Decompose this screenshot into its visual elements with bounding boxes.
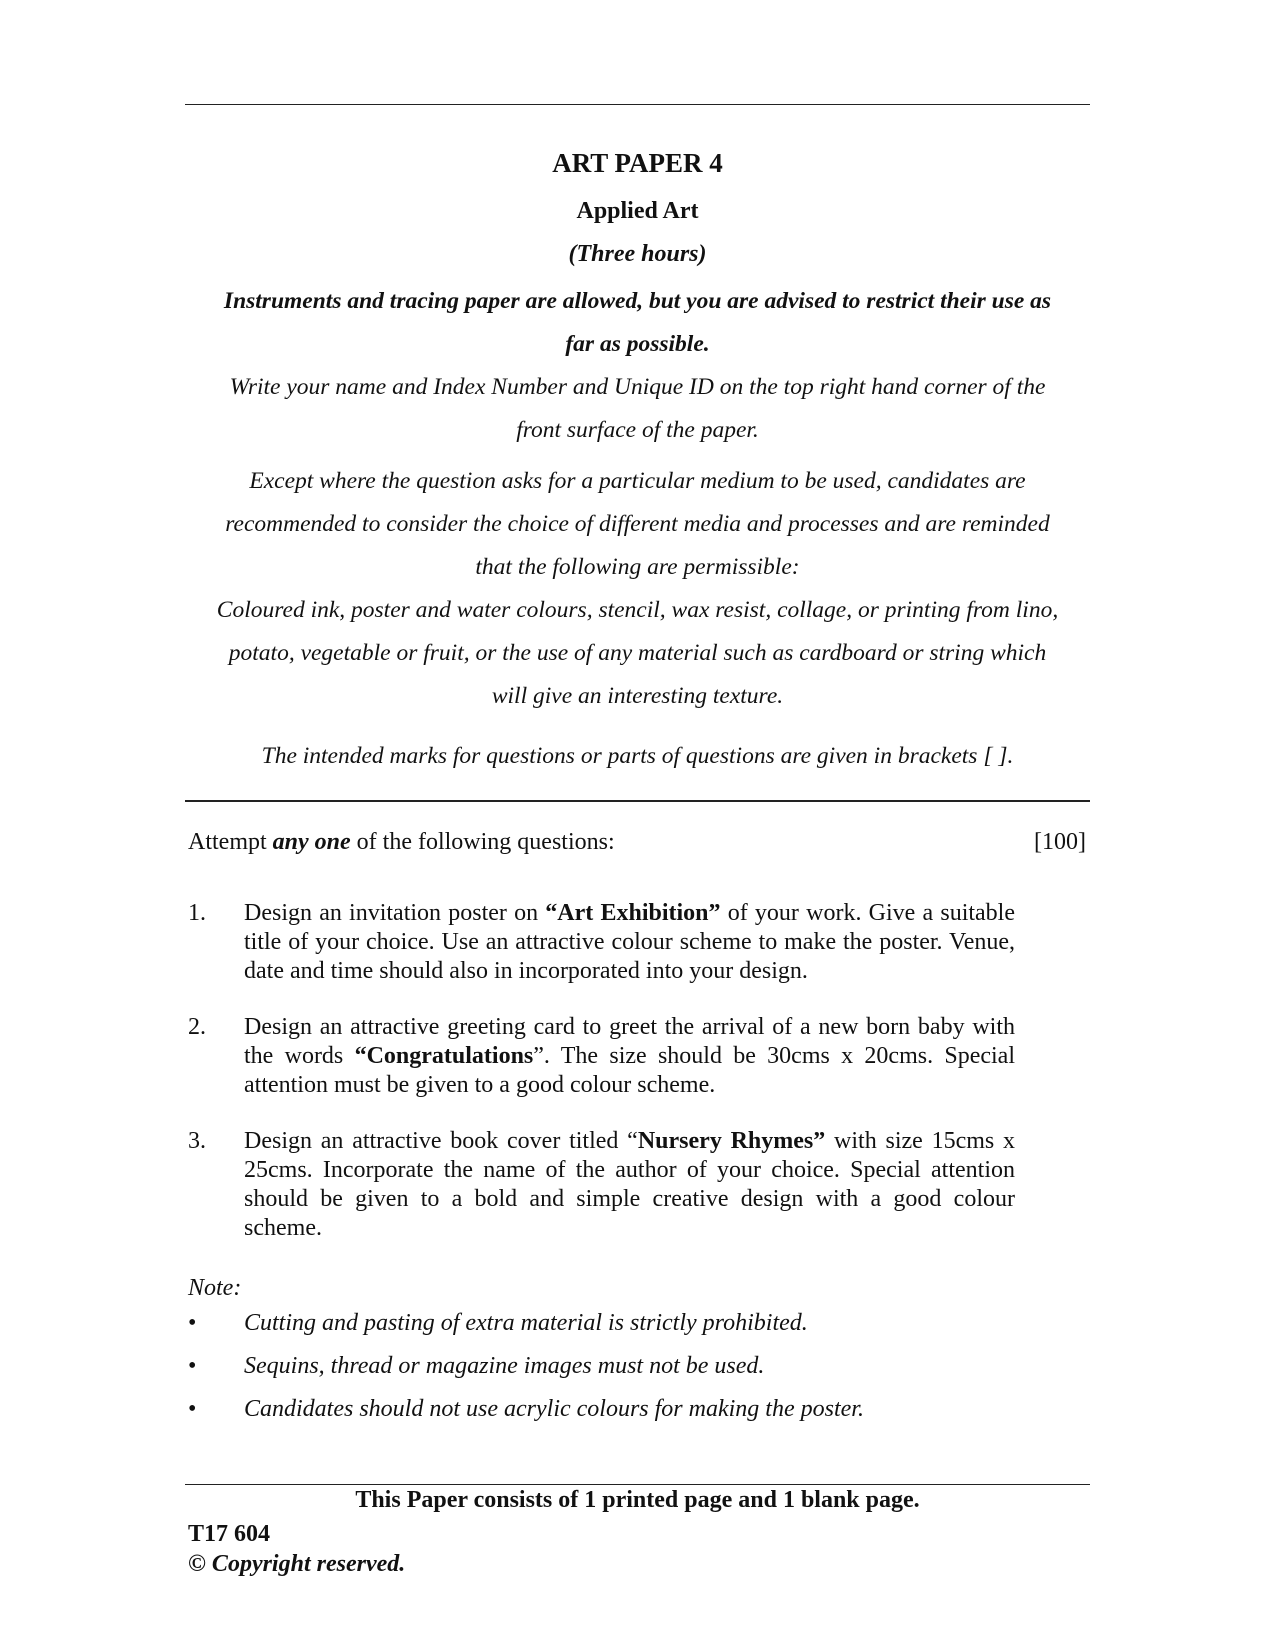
paper-duration: (Three hours) — [568, 241, 707, 267]
question-number: 1. — [188, 900, 206, 926]
instructions-rule — [185, 800, 1090, 802]
question-text-part: of your work. Give a suitable title of your choice. Use an attractive colour scheme to make the poster. Venue, date and time should also in incorporated into your design. — [244, 900, 1015, 984]
instruction-line: Write your name and Index Number and Unique ID on the top right hand corner of the — [229, 374, 1046, 400]
question-text-part: Design an invitation poster on — [244, 900, 546, 926]
note-text: Candidates should not use acrylic colours for making the poster. — [244, 1396, 864, 1422]
paper-subtitle: Applied Art — [576, 198, 699, 224]
top-rule — [185, 104, 1090, 105]
instruction-line: that the following are permissible: — [475, 554, 800, 580]
note-text: Sequins, thread or magazine images must not be used. — [244, 1353, 765, 1379]
copyright-notice: © Copyright reserved. — [188, 1551, 406, 1577]
instruction-line: potato, vegetable or fruit, or the use of any material such as cardboard or string which — [228, 640, 1047, 666]
bullet-icon: • — [188, 1310, 197, 1336]
instruction-line: Instruments and tracing paper are allowed, but you are advised to restrict their use as — [223, 288, 1052, 314]
instruction-line: Except where the question asks for a particular medium to be used, candidates are — [249, 468, 1026, 494]
footer-rule — [185, 1484, 1090, 1485]
question-text-part: Design an attractive book cover titled “ — [244, 1128, 638, 1154]
instruments-instruction — [185, 280, 1090, 366]
paper-code: T17 604 — [188, 1521, 271, 1547]
attempt-suffix: of the following questions: — [350, 829, 615, 855]
question-text — [244, 899, 1015, 986]
attempt-prefix: Attempt — [188, 829, 273, 855]
note-item — [188, 1310, 1068, 1353]
attempt-line — [188, 829, 1086, 856]
media-instruction — [185, 460, 1090, 718]
name-instruction — [185, 366, 1090, 452]
bullet-icon: • — [188, 1396, 197, 1422]
attempt-emphasis: any one — [272, 829, 351, 855]
question-text-part: ”. The size should be 30cms x 20cms. Special attention must be given to a good colour scheme. — [244, 1043, 1016, 1098]
note-list — [188, 1310, 1068, 1439]
paper-title: ART PAPER 4 — [552, 148, 723, 178]
question-emphasis: Nursery Rhymes” — [637, 1128, 826, 1154]
question-list — [188, 899, 1015, 1270]
marks-instruction: The intended marks for questions or parts of questions are given in brackets [ ]. — [261, 743, 1014, 769]
bullet-icon: • — [188, 1353, 197, 1379]
question-item — [188, 1127, 1015, 1243]
question-text-part: with size 15cms x 25cms. Incorporate the name of the author of your choice. Special attention should be given to a bold and simple creative design with a good colour scheme. — [244, 1128, 1016, 1241]
instruction-line: Coloured ink, poster and water colours, stencil, wax resist, collage, or printing from lino, — [216, 597, 1059, 623]
question-text — [244, 1127, 1015, 1243]
question-item — [188, 1013, 1015, 1100]
question-text — [244, 1013, 1015, 1100]
question-emphasis: “Congratulations — [354, 1043, 534, 1069]
note-text: Cutting and pasting of extra material is strictly prohibited. — [244, 1310, 808, 1336]
instruction-line: far as possible. — [565, 331, 710, 357]
question-item — [188, 899, 1015, 986]
question-text-part: Design an attractive greeting card to greet the arrival of a new born baby with the words — [244, 1014, 1015, 1069]
note-item — [188, 1353, 1068, 1396]
question-number: 3. — [188, 1128, 206, 1154]
instruction-line: front surface of the paper. — [516, 417, 759, 443]
question-number: 2. — [188, 1014, 206, 1040]
instruction-line: will give an interesting texture. — [491, 683, 784, 709]
note-label: Note: — [188, 1275, 242, 1301]
page-count-note: This Paper consists of 1 printed page and 1 blank page. — [355, 1487, 920, 1513]
note-item — [188, 1396, 1068, 1439]
attempt-instruction — [188, 829, 615, 856]
total-marks: [100] — [1034, 829, 1086, 855]
instruction-line: recommended to consider the choice of different media and processes and are reminded — [225, 511, 1050, 537]
question-emphasis: “Art Exhibition” — [545, 900, 721, 926]
